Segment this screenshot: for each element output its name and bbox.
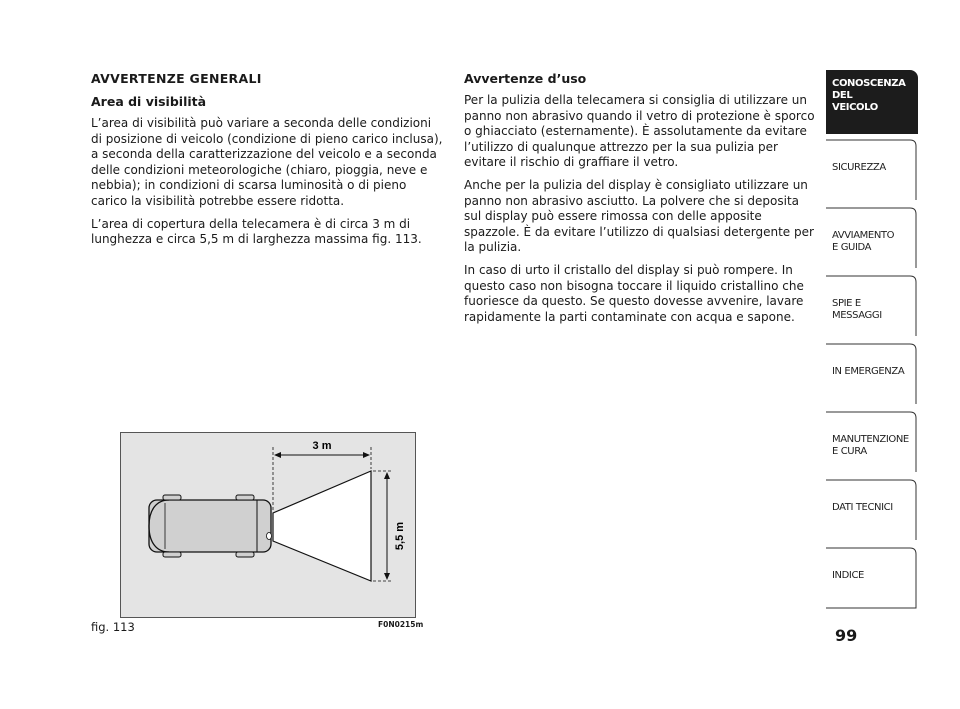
visibility-subheading: Area di visibilità — [91, 94, 207, 109]
van-icon — [149, 495, 272, 557]
tab-in-emergenza[interactable] — [826, 342, 918, 406]
usage-paragraph-1: Per la pulizia della telecamera si consiglia di utilizzare un panno non abrasivo quando il vetro di protezione è sporco o ghiacciato (esternamente). È assolutamente da evitare l’utilizzo di qualunque attrezzo per la sua pulizia per evitare il rischio di graffiare il vetro. — [464, 93, 815, 170]
width-label: 5,5 m — [394, 521, 406, 551]
visibility-paragraph-2: L’area di copertura della telecamera è di circa 3 m di lunghezza e circa 5,5 m di larghezza massima fig. 113. — [91, 216, 422, 247]
page-number: 99 — [835, 626, 858, 645]
figure-caption: fig. 113 — [91, 620, 135, 634]
usage-paragraph-2: Anche per la pulizia del display è consigliato utilizzare un panno non abrasivo asciutto. La polvere che si deposita sul display può essere rimossa con delle apposite spazzole. È da evitare l’utilizzo di qualsiasi detergente per la pulizia. — [464, 177, 814, 255]
chapter-tabs — [826, 70, 918, 614]
coverage-area — [273, 471, 371, 581]
tab-label: CONOSCENZA DEL VEICOLO — [832, 78, 906, 113]
tab-label: INDICE — [832, 570, 864, 581]
tab-manutenzione-e-cura[interactable] — [826, 410, 918, 474]
usage-subheading: Avvertenze d’uso — [464, 71, 587, 86]
tab-label: AVVIAMENTO E GUIDA — [832, 230, 895, 253]
right-column — [464, 70, 816, 332]
figure-code: F0N0215m — [378, 620, 424, 629]
tab-dati-tecnici[interactable] — [826, 478, 918, 542]
tab-indice[interactable] — [826, 546, 918, 610]
section-heading: AVVERTENZE GENERALI — [91, 71, 262, 86]
left-column — [91, 70, 443, 255]
camera-coverage-figure — [120, 432, 416, 618]
tab-label: MANUTENZIONE E CURA — [832, 434, 909, 457]
visibility-paragraph-1: L’area di visibilità può variare a seconda delle condizioni di posizione di veicolo (condizione di pieno carico inclusa), a seconda della caratterizzazione del veicolo e a seconda delle condizioni meteorologiche (chiaro, pioggia, neve e nebbia); in condizioni di scarsa luminosità o di pieno carico la visibilità potrebbe essere ridotta. — [91, 116, 443, 208]
tab-label: SICUREZZA — [832, 162, 886, 173]
tab-avviamento-e-guida[interactable] — [826, 206, 918, 270]
tab-conoscenza-del-veicolo[interactable] — [826, 70, 918, 134]
coverage-diagram — [121, 433, 415, 617]
tab-spie-e-messaggi[interactable] — [826, 274, 918, 338]
tab-label: DATI TECNICI — [832, 502, 893, 513]
tab-sicurezza[interactable] — [826, 138, 918, 202]
length-label: 3 m — [312, 440, 332, 452]
tab-label: SPIE E MESSAGGI — [832, 298, 882, 321]
usage-paragraph-3: In caso di urto il cristallo del display si può rompere. In questo caso non bisogna toccare il liquido cristallino che fuoriesce da questo. Se questo dovesse avvenire, lavare rapidamente la parti contaminate con acqua e sapone. — [464, 262, 804, 324]
tab-label: IN EMERGENZA — [832, 366, 905, 377]
